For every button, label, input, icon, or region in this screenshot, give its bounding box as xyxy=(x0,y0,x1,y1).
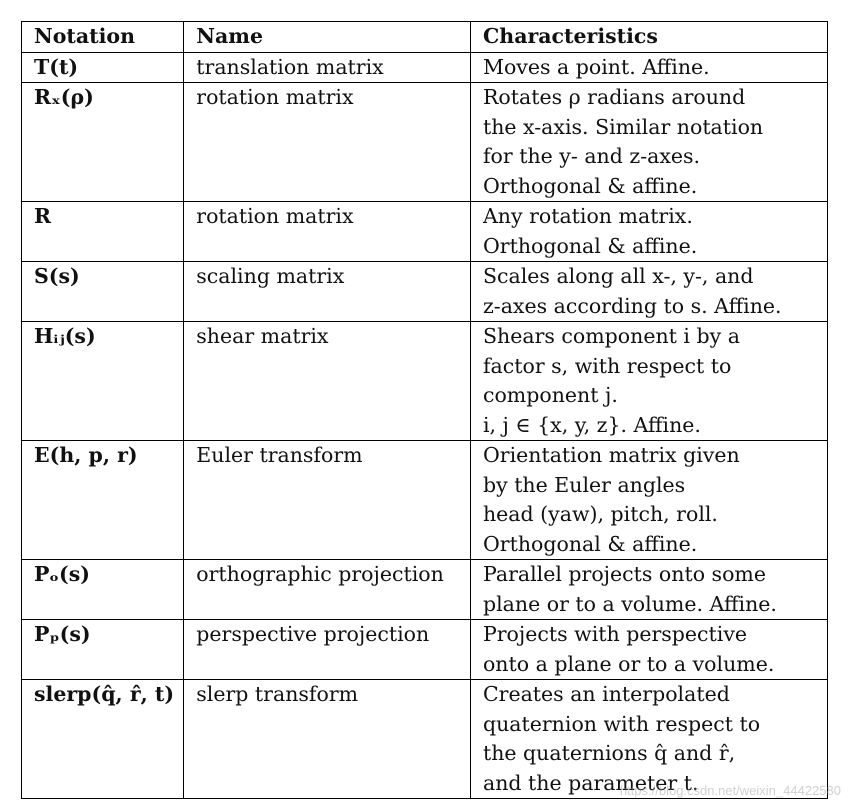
characteristics-line: Scales along all x-, y-, and xyxy=(482,264,754,288)
characteristics-line: Any rotation matrix. xyxy=(482,204,693,228)
characteristics-line: Shears component i by a xyxy=(482,324,740,348)
characteristics-line: Orthogonal & affine. xyxy=(482,531,698,556)
table-row xyxy=(22,441,828,560)
table-row xyxy=(22,680,828,799)
characteristics-line: Orientation matrix given xyxy=(482,443,740,467)
notation-cell: Pₚ(s) xyxy=(22,620,184,680)
notation-cell: T(t) xyxy=(22,52,184,83)
notation-cell: R xyxy=(22,202,184,262)
characteristics-cell xyxy=(470,680,827,799)
characteristics-line: z-axes according to s. Affine. xyxy=(482,293,782,318)
characteristics-line: the x-axis. Similar notation xyxy=(482,114,764,139)
notation-cell: S(s) xyxy=(22,262,184,322)
notation-table xyxy=(21,21,828,799)
name-cell: rotation matrix xyxy=(184,83,471,202)
notation-cell: Pₒ(s) xyxy=(22,560,184,620)
name-cell: scaling matrix xyxy=(184,262,471,322)
name-cell: rotation matrix xyxy=(184,202,471,262)
name-cell: Euler transform xyxy=(184,441,471,560)
characteristics-cell xyxy=(470,441,827,560)
characteristics-line: Orthogonal & affine. xyxy=(482,233,698,258)
name-cell: orthographic projection xyxy=(184,560,471,620)
header-characteristics: Characteristics xyxy=(470,22,827,53)
header-row xyxy=(22,22,828,53)
characteristics-line: the quaternions q̂ and r̂, xyxy=(482,741,736,765)
characteristics-line: Moves a point. Affine. xyxy=(482,54,710,79)
characteristics-cell xyxy=(470,620,827,680)
watermark: https://blog.csdn.net/weixin_44422580 xyxy=(619,783,841,798)
characteristics-cell xyxy=(470,52,827,83)
name-cell: translation matrix xyxy=(184,52,471,83)
characteristics-cell xyxy=(470,322,827,441)
notation-cell: slerp(q̂, r̂, t) xyxy=(22,680,184,799)
table-row xyxy=(22,560,828,620)
table-row xyxy=(22,620,828,680)
name-cell: slerp transform xyxy=(184,680,471,799)
characteristics-cell xyxy=(470,262,827,322)
table-row xyxy=(22,262,828,322)
characteristics-line: component j. xyxy=(482,383,618,407)
characteristics-cell xyxy=(470,560,827,620)
characteristics-line: Projects with perspective xyxy=(482,622,748,646)
table-row xyxy=(22,202,828,262)
characteristics-line: i, j ∈ {x, y, z}. Affine. xyxy=(482,412,701,437)
characteristics-cell xyxy=(470,202,827,262)
characteristics-line: by the Euler angles xyxy=(482,472,686,497)
characteristics-cell xyxy=(470,83,827,202)
characteristics-line: plane or to a volume. Affine. xyxy=(482,591,777,616)
characteristics-line: factor s, with respect to xyxy=(482,353,732,378)
characteristics-line: for the y- and z-axes. xyxy=(482,144,701,168)
header-notation: Notation xyxy=(22,22,184,53)
table-row xyxy=(22,52,828,83)
table-row xyxy=(22,83,828,202)
name-cell: perspective projection xyxy=(184,620,471,680)
characteristics-line: quaternion with respect to xyxy=(482,711,761,736)
notation-cell: E(h, p, r) xyxy=(22,441,184,560)
characteristics-line: Creates an interpolated xyxy=(482,682,730,706)
table-row xyxy=(22,322,828,441)
notation-cell: Rₓ(ρ) xyxy=(22,83,184,202)
characteristics-line: Parallel projects onto some xyxy=(482,562,766,586)
characteristics-line: and the parameter t. xyxy=(482,770,699,795)
characteristics-line: Rotates ρ radians around xyxy=(482,85,746,109)
notation-cell: Hᵢⱼ(s) xyxy=(22,322,184,441)
characteristics-line: head (yaw), pitch, roll. xyxy=(482,502,718,526)
characteristics-line: Orthogonal & affine. xyxy=(482,173,698,198)
characteristics-line: onto a plane or to a volume. xyxy=(482,651,775,676)
header-name: Name xyxy=(184,22,471,53)
name-cell: shear matrix xyxy=(184,322,471,441)
